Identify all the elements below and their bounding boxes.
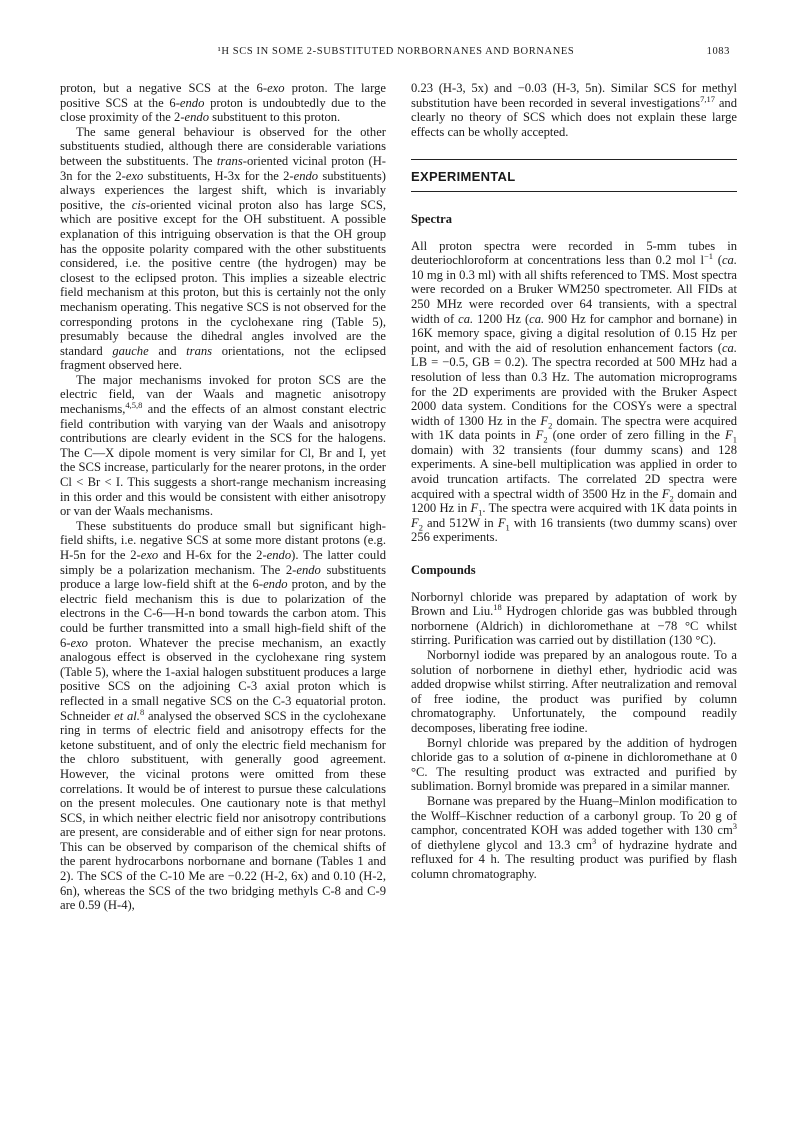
body-paragraph: Norbornyl iodide was prepared by an analogous route. To a solution of norbornene in diethyl ether, hydriodic acid was added dropwise whilst stirring. After neutralization and removal of free iodine, the product was purified by column chromatography. Unfortunately, the compound readily decomposes, liberating free iodine.: [411, 648, 737, 735]
body-paragraph: All proton spectra were recorded in 5-mm tubes in deuteriochloroform at concentrations less than 0.2 mol $l^{-1}$ (ca. 10 mg in 0.3 ml) with all shifts referenced to TMS. Most spectra were recorded on a Bruker WM250 spectrometer. All FIDs at 250 MHz were recorded over 64 transients, with a spectral width of ca. 1200 Hz (ca. 900 Hz for camphor and bornane) in 16K memory space, giving a digital resolution of 0.15 Hz per point, and with the aid of resolution enhancement factors (ca. LB = −0.5, GB = 0.2). The spectra recorded at 500 MHz had a resolution of less than 0.3 Hz. The automation microprograms for the 2D experiments are provided with the Bruker Aspect 2000 data system. Conditions for the COSYs were a spectral width of 1300 Hz in the $F_2$ domain. The spectra were acquired with 1K data points in $F_2$ (one order of zero filling in the $F_1$ domain) with 32 transients (four dummy scans) and 128 experiments. A sine-bell multiplication was applied in order to avoid truncation artifacts. The correlated 2D spectra were acquired with a spectral width of 3500 Hz in the $F_2$ domain and 1200 Hz in $F_1$. The spectra were acquired with 1K data points in $F_2$ and 512W in $F_1$ with 16 transients (two dummy scans) over 256 experiments.: [411, 238, 738, 545]
body-paragraph: The same general behaviour is observed for the other substituents studied, although there are considerable variations between the substituents. The trans-oriented vicinal proton (H-3n for the 2-exo substituents, H-3x for the 2-endo substituents) always experiences the largest shift, which is invariably positive, the cis-oriented vicinal proton also has large SCS, which are positive except for the OH substituent. A possible explanation of this intriguing observation is that the OH group has the opposite polarity compared with the other substituents considered, i.e. the positive centre (the hydrogen) may be closest to the eclipsed proton. This implies a sizeable electric field mechanism at this proton, but this is certainly not the only mechanism operating. This negative SCS is not observed for the corresponding protons in the cyclohexane ring (Table 5), presumably because the dihedral angles involved are the standard gauche and trans orientations, not the eclipsed fragment observed here.: [60, 124, 386, 373]
body-paragraph: Bornane was prepared by the Huang–Minlon modification to the Wolff–Kischner reduction of a carbonyl group. To 20 g of camphor, concentrated KOH was added together with 130 $cm^3$ of diethylene glycol and 13.3 $cm^3$ of hydrazine hydrate and refluxed for 4 h. The resulting product was purified by flash column chromatography.: [411, 793, 737, 881]
body-paragraph: The major mechanisms invoked for proton SCS are the electric field, van der Waals and magnetic anisotropy mechanisms,$^{4,5,8}$ and the effects of an almost constant electric field contribution with varying van der Waals and anisotropy contributions are clearly evident in the SCS for the halogens. The C—X dipole moment is very similar for Cl, Br and I, yet the SCS increase, particularly for the nearer protons, in the order Cl < Br < I. This suggests a short-range mechanism increasing in this order and this would be consistent with either anisotropy or van der Waals mechanisms.: [60, 372, 386, 519]
page-number: 1083: [706, 46, 730, 57]
running-title: ¹H SCS IN SOME 2-SUBSTITUTED NORBORNANES AND BORNANES: [217, 46, 575, 57]
section-heading-experimental: EXPERIMENTAL: [411, 169, 516, 185]
body-paragraph: proton, but a negative SCS at the 6-exo proton. The large positive SCS at the 6-endo proton is undoubtedly due to the close proximity of the 2-endo substituent to this proton.: [60, 81, 386, 125]
left-column: [60, 81, 386, 913]
subheading-compounds: Compounds: [411, 563, 476, 578]
body-paragraph: These substituents do produce small but significant high-field shifts, i.e. negative SCS at some more distant protons (e.g. H-5n for the 2-exo and H-6x for the 2-endo). The latter could simply be a polarization mechanism. The 2-endo substituents produce a large low-field shift at the 6-endo proton, and by the electric field mechanism this is due to polarization of the electrons in the C-6—H-n bond towards the carbon atom. This could be further transmitted into a small high-field shift of the 6-exo proton. Whatever the precise mechanism, an exactly analogous effect is observed in the cyclohexane ring system (Table 5), where the 1-axial halogen substituent produces a large positive SCS on the adjoining C-3 axial proton which is reflected in a small negative SCS on the C-3 equatorial proton. Schneider et al.$^8$ analysed the observed SCS in the cyclohexane ring in terms of electric field and anisotropy effects for the ketone substituent, and of only the electric field mechanism for the chloro substituent, with generally good agreement. However, the vicinal protons were omitted from these correlations. It would be of interest to pursue these calculations on the present molecules. One cautionary note is that methyl SCS, in which neither electric field nor anisotropy contributions are present, are considerable and of either sign for near protons. This can be observed by comparison of the chemical shifts of the parent hydrocarbons norbornane and bornane (Tables 1 and 2). The SCS of the C-10 Me are −0.22 (H-2, 6x) and 0.10 (H-2, 6n), whereas the SCS of the two bridging methyls C-8 and C-9 are 0.59 (H-4),: [60, 518, 387, 913]
subheading-spectra: Spectra: [411, 211, 452, 226]
body-paragraph: 0.23 (H-3, 5x) and −0.03 (H-3, 5n). Similar SCS for methyl substitution have been recorded in several investigations$^{7,17}$ and clearly no theory of SCS which does not explain these large effects can be wholly accepted.: [411, 81, 737, 139]
section-rule-bottom: [411, 191, 737, 192]
body-paragraph: Norbornyl chloride was prepared by adaptation of work by Brown and Liu.$^{18}$ Hydrogen chloride gas was bubbled through norbornene (Aldrich) in dichloromethane at −78 °C whilst stirring. Purification was carried out by distillation (130 °C).: [411, 589, 737, 648]
right-column: [411, 81, 737, 882]
body-paragraph: Bornyl chloride was prepared by the addition of hydrogen chloride gas to a solution of α-pinene in dichloromethane at 0 °C. The resulting product was extracted and purified by sublimation. Bornyl bromide was prepared in a similar manner.: [411, 735, 737, 794]
